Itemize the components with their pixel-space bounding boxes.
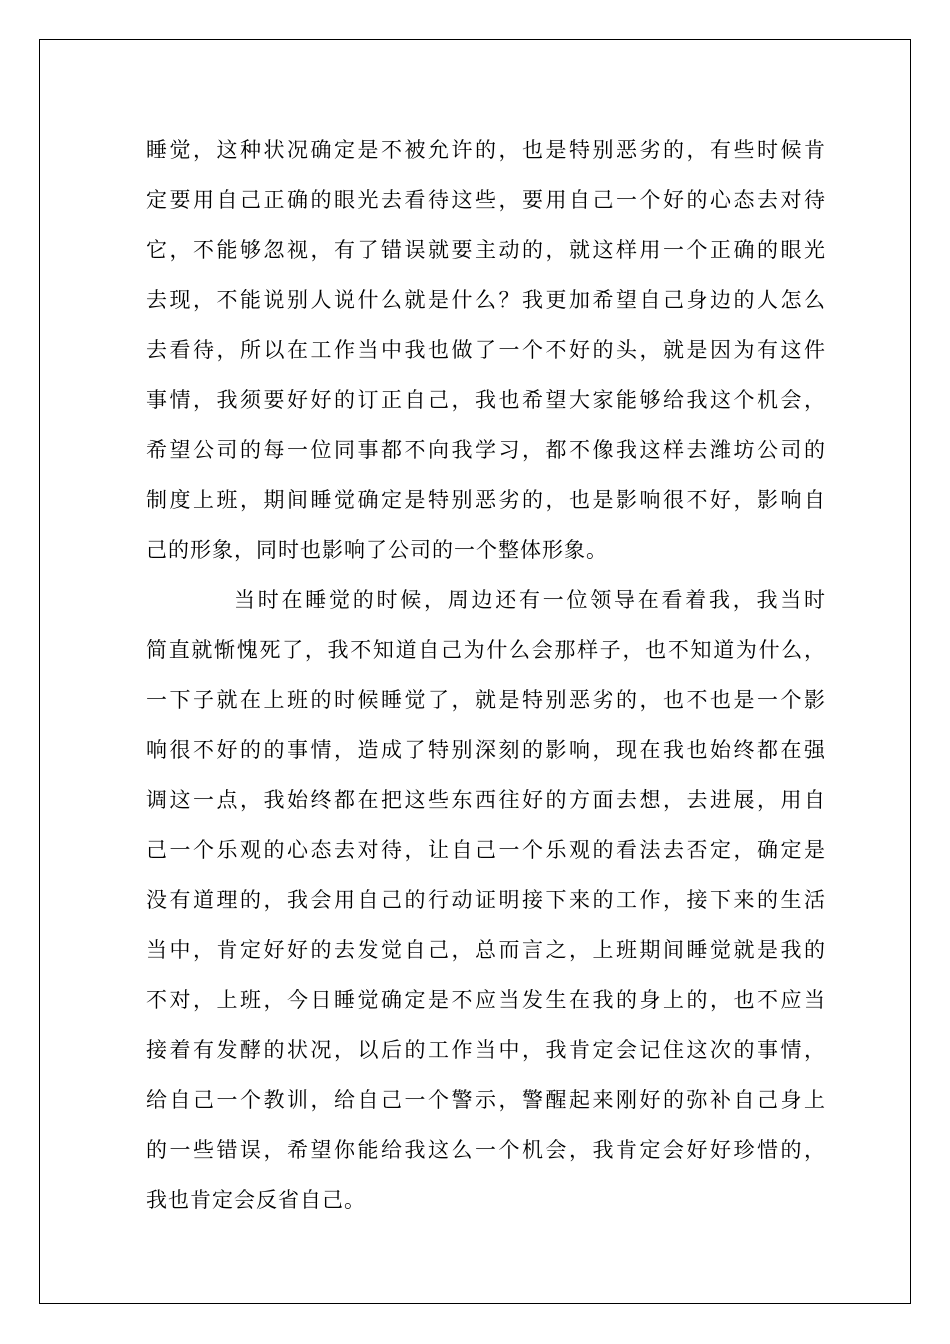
paragraph-2 xyxy=(146,580,826,1230)
text-line: 去看待，所以在工作当中我也做了一个不好的头，就是因为有这件 xyxy=(146,338,826,362)
text-line: 己的形象，同时也影响了公司的一个整体形象。 xyxy=(146,538,608,562)
text-line: 调这一点，我始终都在把这些东西往好的方面去想，去进展，用自 xyxy=(146,788,826,812)
text-line: 去现，不能说别人说什么就是什么？我更加希望自己身边的人怎么 xyxy=(146,288,826,312)
text-line: 己一个乐观的心态去对待，让自己一个乐观的看法去否定，确定是 xyxy=(146,838,826,862)
text-line: 希望公司的每一位同事都不向我学习，都不像我这样去潍坊公司的 xyxy=(146,438,826,462)
document-body xyxy=(146,130,826,1230)
text-line: 的一些错误，希望你能给我这么一个机会，我肯定会好好珍惜的， xyxy=(146,1138,826,1162)
text-line: 不对，上班，今日睡觉确定是不应当发生在我的身上的，也不应当 xyxy=(146,988,826,1012)
text-line: 睡觉，这种状况确定是不被允许的，也是特别恶劣的，有些时候肯 xyxy=(146,138,826,162)
text-line: 事情，我须要好好的订正自己，我也希望大家能够给我这个机会， xyxy=(146,388,826,412)
text-line: 响很不好的的事情，造成了特别深刻的影响，现在我也始终都在强 xyxy=(146,738,826,762)
text-line: 当中，肯定好好的去发觉自己，总而言之，上班期间睡觉就是我的 xyxy=(146,938,826,962)
text-line: 定要用自己正确的眼光去看待这些，要用自己一个好的心态去对待 xyxy=(146,188,826,212)
text-line: 接着有发酵的状况，以后的工作当中，我肯定会记住这次的事情， xyxy=(146,1038,826,1062)
paragraph-1 xyxy=(146,130,826,580)
text-line: 它，不能够忽视，有了错误就要主动的，就这样用一个正确的眼光 xyxy=(146,238,826,262)
text-line: 我也肯定会反省自己。 xyxy=(146,1188,366,1212)
text-line: 当时在睡觉的时候，周边还有一位领导在看着我，我当时 xyxy=(234,588,826,612)
text-line: 一下子就在上班的时候睡觉了，就是特别恶劣的，也不也是一个影 xyxy=(146,688,826,712)
text-line: 简直就惭愧死了，我不知道自己为什么会那样子，也不知道为什么， xyxy=(146,638,826,662)
text-line: 制度上班，期间睡觉确定是特别恶劣的，也是影响很不好，影响自 xyxy=(146,488,826,512)
text-line: 没有道理的，我会用自己的行动证明接下来的工作，接下来的生活 xyxy=(146,888,826,912)
text-line: 给自己一个教训，给自己一个警示，警醒起来刚好的弥补自己身上 xyxy=(146,1088,826,1112)
